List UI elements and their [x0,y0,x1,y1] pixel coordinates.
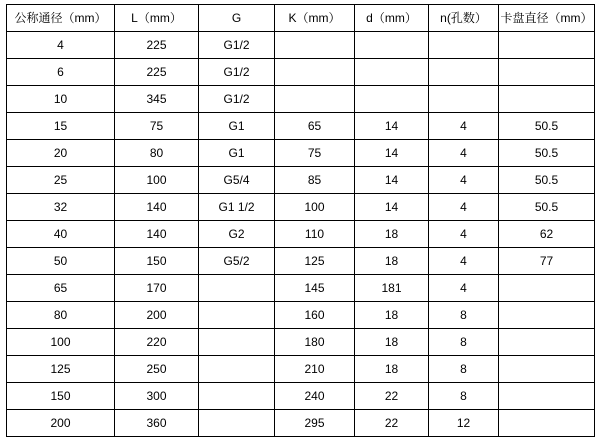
cell-length: 170 [115,275,199,302]
cell-d: 14 [355,140,429,167]
table-row [7,167,595,194]
cell-nominal-diameter: 25 [7,167,115,194]
cell-hole-count: 8 [429,356,499,383]
cell-nominal-diameter: 10 [7,86,115,113]
cell-hole-count: 4 [429,167,499,194]
table-row [7,86,595,113]
cell-nominal-diameter: 4 [7,32,115,59]
cell-hole-count [429,32,499,59]
cell-k: 160 [275,302,355,329]
cell-flange-diameter: 50.5 [499,113,595,140]
cell-d: 18 [355,302,429,329]
cell-thread: G1/2 [199,32,275,59]
table-row [7,32,595,59]
cell-nominal-diameter: 15 [7,113,115,140]
cell-d: 22 [355,410,429,437]
cell-flange-diameter: 50.5 [499,140,595,167]
table-row [7,410,595,437]
cell-d: 18 [355,356,429,383]
column-header-thread: G [199,5,275,32]
cell-hole-count: 12 [429,410,499,437]
cell-length: 225 [115,59,199,86]
cell-hole-count: 8 [429,302,499,329]
cell-length: 300 [115,383,199,410]
cell-hole-count: 4 [429,140,499,167]
cell-d [355,59,429,86]
table-row [7,194,595,221]
cell-length: 360 [115,410,199,437]
cell-thread: G1/2 [199,59,275,86]
cell-hole-count: 4 [429,248,499,275]
column-header-flange-diameter: 卡盘直径（mm） [499,5,595,32]
cell-d: 18 [355,329,429,356]
cell-hole-count [429,86,499,113]
cell-k [275,32,355,59]
cell-flange-diameter [499,275,595,302]
table-row [7,275,595,302]
cell-d: 14 [355,113,429,140]
cell-flange-diameter: 50.5 [499,167,595,194]
cell-thread [199,356,275,383]
cell-flange-diameter: 50.5 [499,194,595,221]
table-row [7,356,595,383]
cell-thread [199,302,275,329]
cell-d: 14 [355,194,429,221]
column-header-k: K（mm） [275,5,355,32]
cell-k: 240 [275,383,355,410]
cell-nominal-diameter: 150 [7,383,115,410]
cell-k: 85 [275,167,355,194]
specification-table [6,4,595,437]
cell-hole-count: 4 [429,113,499,140]
cell-length: 140 [115,221,199,248]
column-header-nominal-diameter: 公称通径（mm） [7,5,115,32]
table-row [7,383,595,410]
cell-thread: G5/4 [199,167,275,194]
cell-nominal-diameter: 32 [7,194,115,221]
cell-thread [199,383,275,410]
table-row [7,113,595,140]
cell-flange-diameter [499,356,595,383]
cell-nominal-diameter: 100 [7,329,115,356]
cell-hole-count: 4 [429,221,499,248]
table-row [7,329,595,356]
cell-d: 14 [355,167,429,194]
column-header-d: d（mm） [355,5,429,32]
cell-thread [199,275,275,302]
table-row [7,302,595,329]
cell-length: 250 [115,356,199,383]
column-header-hole-count: n(孔数） [429,5,499,32]
cell-flange-diameter [499,59,595,86]
cell-d: 181 [355,275,429,302]
cell-length: 225 [115,32,199,59]
cell-length: 100 [115,167,199,194]
cell-length: 220 [115,329,199,356]
cell-k: 180 [275,329,355,356]
cell-nominal-diameter: 80 [7,302,115,329]
column-header-length: L（mm） [115,5,199,32]
cell-nominal-diameter: 200 [7,410,115,437]
cell-thread: G1/2 [199,86,275,113]
cell-k: 295 [275,410,355,437]
cell-k: 75 [275,140,355,167]
table-header [7,5,595,32]
cell-thread: G1 1/2 [199,194,275,221]
cell-hole-count: 4 [429,275,499,302]
cell-flange-diameter [499,383,595,410]
cell-k [275,86,355,113]
table-row [7,248,595,275]
table-row [7,221,595,248]
cell-thread: G2 [199,221,275,248]
cell-hole-count [429,59,499,86]
cell-hole-count: 4 [429,194,499,221]
cell-length: 200 [115,302,199,329]
cell-nominal-diameter: 50 [7,248,115,275]
cell-d [355,32,429,59]
cell-flange-diameter [499,410,595,437]
cell-nominal-diameter: 65 [7,275,115,302]
cell-length: 345 [115,86,199,113]
table-header-row [7,5,595,32]
table-row [7,140,595,167]
cell-k: 145 [275,275,355,302]
cell-k: 110 [275,221,355,248]
cell-length: 80 [115,140,199,167]
cell-length: 150 [115,248,199,275]
cell-nominal-diameter: 125 [7,356,115,383]
table-body [7,32,595,437]
cell-flange-diameter [499,86,595,113]
cell-thread: G1 [199,140,275,167]
cell-k: 210 [275,356,355,383]
cell-flange-diameter: 62 [499,221,595,248]
cell-k: 65 [275,113,355,140]
cell-k: 100 [275,194,355,221]
cell-hole-count: 8 [429,329,499,356]
table-row [7,59,595,86]
cell-flange-diameter: 77 [499,248,595,275]
cell-nominal-diameter: 6 [7,59,115,86]
cell-thread [199,329,275,356]
cell-thread: G5/2 [199,248,275,275]
cell-flange-diameter [499,302,595,329]
cell-hole-count: 8 [429,383,499,410]
cell-d [355,86,429,113]
cell-nominal-diameter: 40 [7,221,115,248]
cell-flange-diameter [499,32,595,59]
cell-thread: G1 [199,113,275,140]
cell-nominal-diameter: 20 [7,140,115,167]
cell-d: 18 [355,248,429,275]
cell-length: 75 [115,113,199,140]
cell-k: 125 [275,248,355,275]
cell-flange-diameter [499,329,595,356]
cell-thread [199,410,275,437]
cell-k [275,59,355,86]
cell-d: 22 [355,383,429,410]
cell-d: 18 [355,221,429,248]
cell-length: 140 [115,194,199,221]
